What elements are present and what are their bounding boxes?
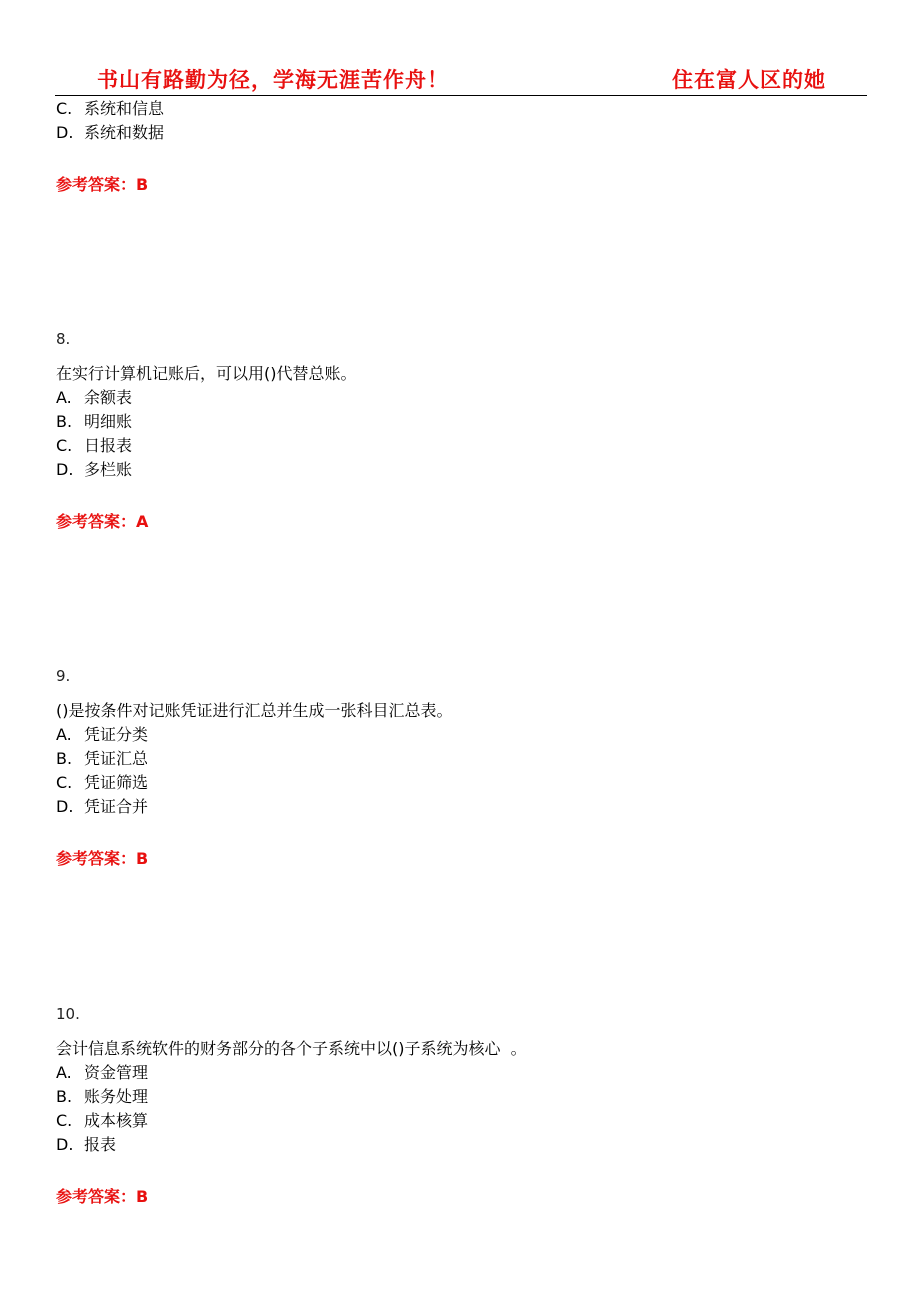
question-number: 9. [56, 667, 71, 685]
header-motto: 书山有路勤为径，学海无涯苦作舟！ [97, 67, 449, 92]
answer-key: 参考答案：B [56, 1187, 149, 1206]
answer-key: 参考答案：B [56, 175, 149, 194]
option-d: D. 报表 [56, 1135, 117, 1154]
question-number: 10. [56, 1005, 80, 1023]
answer-key: 参考答案：A [56, 512, 149, 531]
option-d: D. 多栏账 [56, 460, 133, 479]
page-header [0, 0, 920, 100]
option-a: A. 余额表 [56, 388, 133, 407]
option-b: B. 凭证汇总 [56, 749, 149, 768]
question-number: 8. [56, 330, 71, 348]
header-rule [55, 95, 867, 96]
option-d: D. 凭证合并 [56, 797, 149, 816]
answer-key: 参考答案：B [56, 849, 149, 868]
option-b: B. 账务处理 [56, 1087, 149, 1106]
option-c: C. 成本核算 [56, 1111, 149, 1130]
option-c: C. 凭证筛选 [56, 773, 149, 792]
option-c: C. 系统和信息 [56, 99, 165, 118]
header-author: 住在富人区的她 [672, 67, 826, 92]
question-stem: 在实行计算机记账后，可以用()代替总账。 [56, 364, 357, 383]
option-d: D. 系统和数据 [56, 123, 165, 142]
option-a: A. 凭证分类 [56, 725, 149, 744]
question-stem: ()是按条件对记账凭证进行汇总并生成一张科目汇总表。 [56, 701, 453, 720]
option-a: A. 资金管理 [56, 1063, 149, 1082]
option-c: C. 日报表 [56, 436, 133, 455]
question-stem: 会计信息系统软件的财务部分的各个子系统中以()子系统为核心 。 [56, 1039, 527, 1058]
option-b: B. 明细账 [56, 412, 133, 431]
